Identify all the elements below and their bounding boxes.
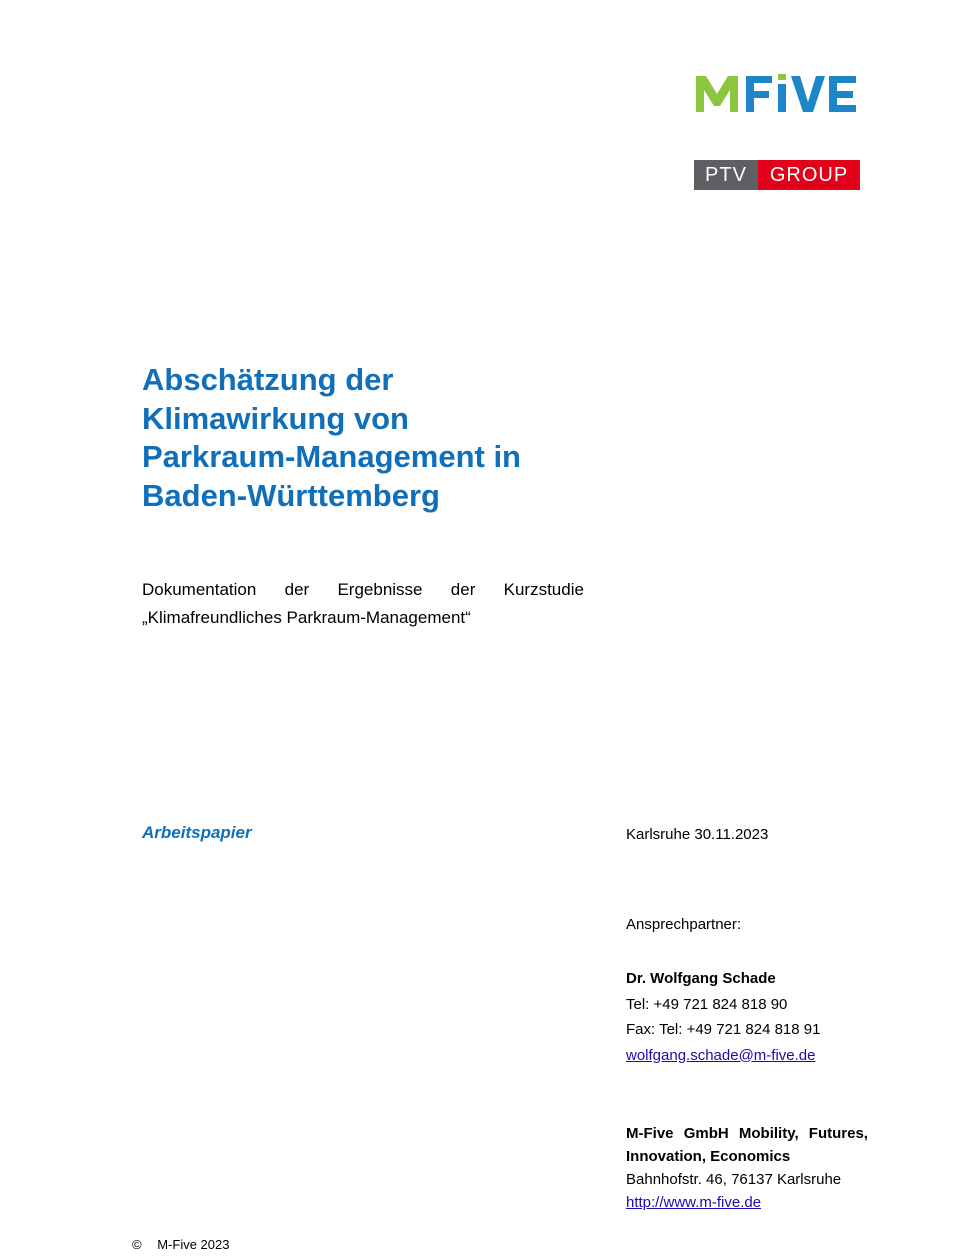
footer-text: M-Five 2023 xyxy=(157,1237,230,1252)
copyright-symbol: © xyxy=(132,1237,142,1252)
subtitle-word: Ergebnisse xyxy=(337,580,423,599)
document-subtitle xyxy=(142,576,584,632)
company-name-word: M-Five xyxy=(626,1125,674,1142)
subtitle-line-1 xyxy=(142,576,584,604)
ptv-group-logo xyxy=(694,160,860,190)
company-name-word: Mobility, xyxy=(738,1125,799,1142)
company-name-line-2: Innovation, Economics xyxy=(626,1148,791,1165)
subtitle-word: der xyxy=(450,580,476,599)
document-title xyxy=(142,361,602,515)
title-line-3: Parkraum-Management in xyxy=(142,439,521,474)
title-line-1: Abschätzung der xyxy=(142,362,394,397)
company-name-word: GmbH xyxy=(683,1125,729,1142)
subtitle-word: der xyxy=(284,580,310,599)
subtitle-word: Dokumentation xyxy=(142,580,257,599)
subtitle-word: Kurzstudie xyxy=(503,580,584,599)
company-block xyxy=(626,1122,868,1214)
mfive-logo-graphic xyxy=(694,70,858,116)
subtitle-line-2: „Klimafreundliches Parkraum-Management“ xyxy=(142,608,471,627)
contact-name: Dr. Wolfgang Schade xyxy=(626,970,776,987)
contact-tel: Tel: +49 721 824 818 90 xyxy=(626,995,788,1013)
place-date: Karlsruhe 30.11.2023 xyxy=(626,826,769,843)
footer xyxy=(132,1237,229,1252)
group-logo-text: GROUP xyxy=(758,160,860,190)
contact-email-link[interactable]: wolfgang.schade@m-five.de xyxy=(626,1046,816,1064)
company-name-word: Futures, xyxy=(808,1125,868,1142)
contact-fax: Fax: Tel: +49 721 824 818 91 xyxy=(626,1021,821,1038)
company-address: Bahnhofstr. 46, 76137 Karlsruhe xyxy=(626,1171,842,1188)
document-type: Arbeitspapier xyxy=(142,823,252,842)
contact-label: Ansprechpartner: xyxy=(626,916,742,933)
contact-block xyxy=(626,966,820,1068)
ptv-logo-text: PTV xyxy=(694,160,758,190)
title-line-2: Klimawirkung von xyxy=(142,400,409,436)
company-website-link[interactable]: http://www.m-five.de xyxy=(626,1194,762,1211)
company-name-line-1 xyxy=(626,1122,868,1145)
title-line-4: Baden-Württemberg xyxy=(142,477,440,513)
mfive-logo xyxy=(694,70,858,116)
